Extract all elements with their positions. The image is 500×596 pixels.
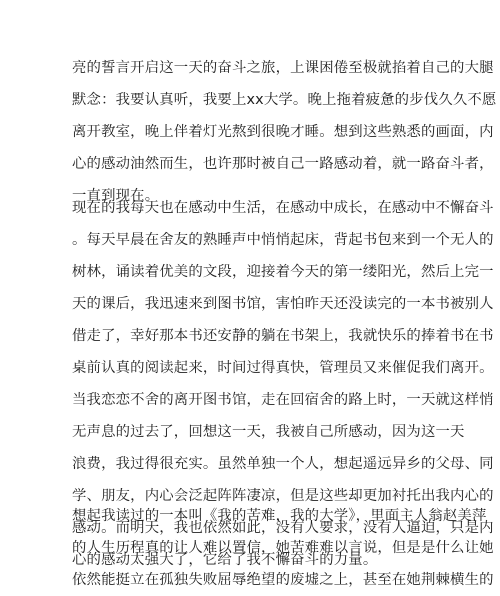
text-line: 心的感动油然而生，也许那时被自己一路感动着，就一路奋斗者， <box>72 156 494 172</box>
text-line: 树林，诵读着优美的文段，迎接着今天的第一缕阳光，然后上完一 <box>72 264 494 280</box>
paragraph-dream <box>72 52 497 212</box>
text-line: 学、朋友，内心会泛起阵阵凄凉，但是这些却更加衬托出我内心的 <box>72 488 494 504</box>
text-line: 一直到现在。 <box>72 188 160 204</box>
text-line: 无声息的过去了，回想这一天，我被自己所感动，因为这一天 <box>72 424 465 440</box>
text-line: 亮的誓言开启这一天的奋斗之旅，上课困倦至极就掐着自己的大腿 <box>72 60 494 76</box>
paragraph-book <box>72 500 494 596</box>
text-line: 的人生历程真的让人难以置信，她苦难难以言说，但是是什么让她 <box>72 540 494 556</box>
text-line: 依然能挺立在孤独失败屈辱绝望的废墟之上，甚至在她荆棘横生的 <box>72 572 494 588</box>
text-line: 默念：我要认真听，我要上xx大学。晚上拖着疲惫的步伐久久不愿 <box>72 92 497 108</box>
text-line: 当我恋恋不舍的离开图书馆，走在回宿舍的路上时，一天就这样悄 <box>72 392 494 408</box>
text-line: 借走了，幸好那本书还安静的躺在书架上，我就快乐的捧着书在书 <box>72 328 494 344</box>
text-line: 离开教室，晚上伴着灯光熬到很晚才睡。想到这些熟悉的画面，内 <box>72 124 494 140</box>
text-line: 感动。而明天，我也依然如此，没有人要求，没有人逼迫，只是内 <box>72 520 494 536</box>
text-line: 现在的我每天也在感动中生活，在感动中成长，在感动中不懈奋斗 <box>72 200 494 216</box>
text-line: 想起我读过的一本叫《我的苦难，我的大学》，里面主人翁赵美萍 <box>72 508 487 524</box>
text-line: 桌前认真的阅读起来，时间过得真快，管理员又来催促我们离开。 <box>72 360 494 376</box>
text-line: 浪费，我过得很充实。虽然单独一个人，想起遥远异乡的父母、同 <box>72 456 494 472</box>
text-line: 心的感动太强大了，它给了我不懈奋斗的力量。 <box>72 552 378 568</box>
text-line: 。每天早晨在舍友的熟睡声中悄悄起床，背起书包来到一个无人的 <box>72 232 494 248</box>
text-line: 天的课后，我迅速来到图书馆，害怕昨天还没读完的一本书被别人 <box>72 296 494 312</box>
